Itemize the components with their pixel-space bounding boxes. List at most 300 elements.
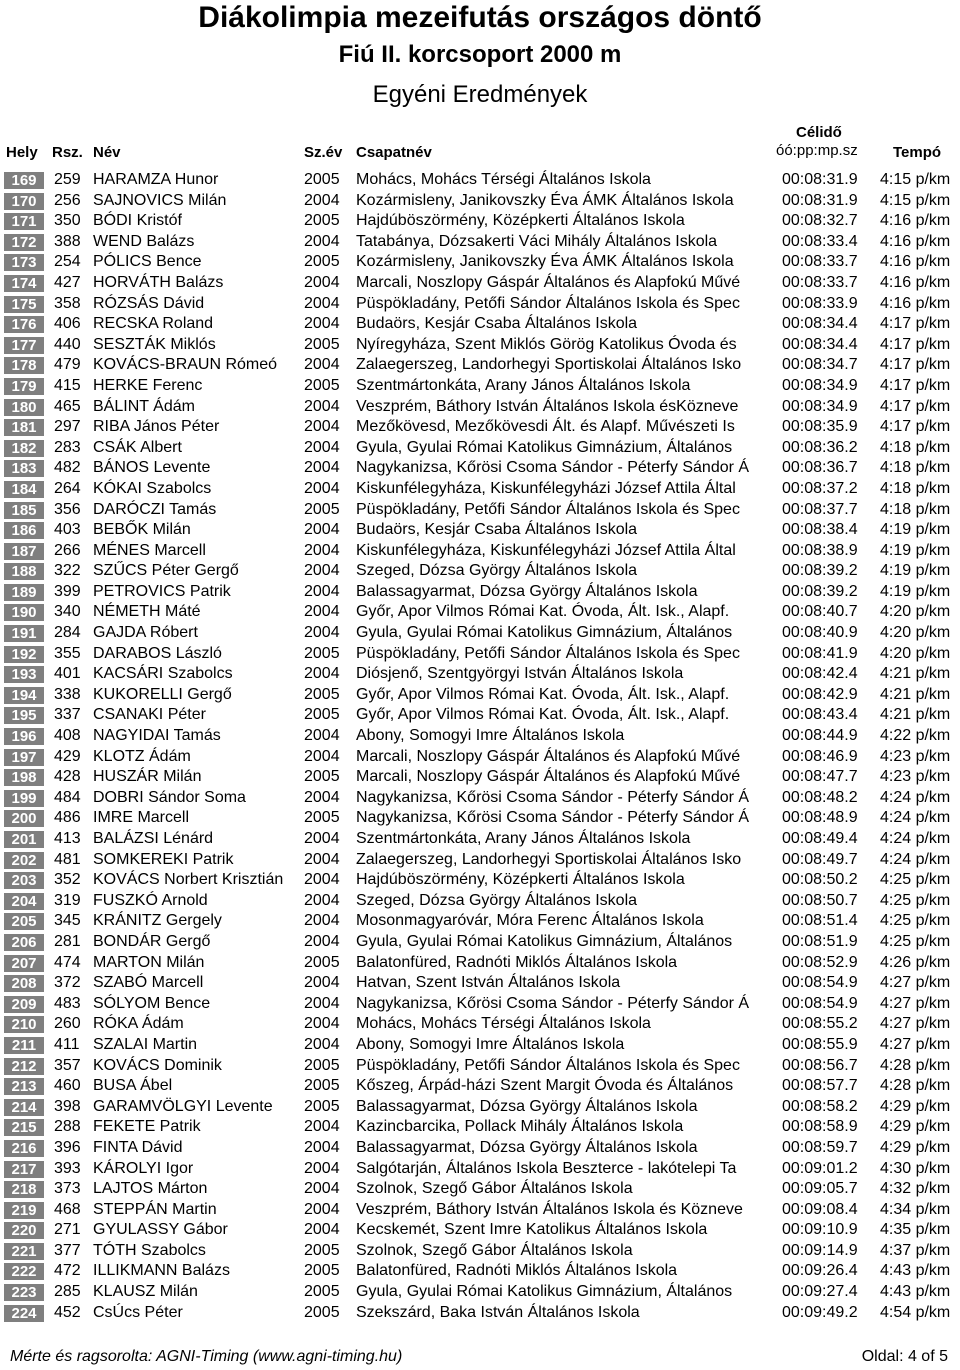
bib-number: 340 (54, 603, 81, 621)
table-row (0, 1035, 960, 1056)
birth-year: 2004 (304, 912, 340, 930)
bib-number: 396 (54, 1138, 81, 1156)
finish-time: 00:08:38.9 (782, 541, 858, 559)
pace: 4:19 p/km (880, 541, 951, 559)
table-row (0, 191, 960, 212)
athlete-name: LAJTOS Márton (93, 1180, 208, 1198)
finish-time: 00:08:55.2 (782, 1015, 858, 1033)
page-footer (0, 1348, 960, 1370)
table-row (0, 705, 960, 726)
place-badge: 203 (4, 872, 44, 889)
pace: 4:19 p/km (880, 582, 951, 600)
athlete-name: SZŰCS Péter Gergő (93, 562, 239, 580)
place-badge: 175 (4, 296, 44, 313)
bib-number: 345 (54, 912, 81, 930)
header-nev: Név (93, 144, 121, 161)
team-name: Nyíregyháza, Szent Miklós Görög Katolikus Óvoda és (356, 335, 737, 353)
athlete-name: DOBRI Sándor Soma (93, 788, 246, 806)
team-name: Mohács, Mohács Térségi Általános Iskola (356, 1015, 651, 1033)
team-name: Kiskunfélegyháza, Kiskunfélegyházi József Attila Által (356, 479, 736, 497)
team-name: Szekszárd, Baka István Általános Iskola (356, 1303, 640, 1321)
finish-time: 00:08:34.9 (782, 376, 858, 394)
team-name: Püspökladány, Petőfi Sándor Általános Iskola és Spec (356, 294, 740, 312)
athlete-name: HERKE Ferenc (93, 376, 203, 394)
place-badge: 207 (4, 955, 44, 972)
place-badge: 217 (4, 1161, 44, 1178)
athlete-name: SAJNOVICS Milán (93, 191, 227, 209)
table-row (0, 1159, 960, 1180)
place-badge: 215 (4, 1119, 44, 1136)
team-name: Gyula, Gyulai Római Katolikus Gimnázium, Általános (356, 438, 733, 456)
bib-number: 281 (54, 932, 81, 950)
pace: 4:15 p/km (880, 191, 951, 209)
team-name: Gyula, Gyulai Római Katolikus Gimnázium, Általános (356, 1283, 733, 1301)
finish-time: 00:08:39.2 (782, 562, 858, 580)
birth-year: 2004 (304, 830, 340, 847)
team-name: Kiskunfélegyháza, Kiskunfélegyházi József Attila Által (356, 541, 736, 559)
bib-number: 403 (54, 521, 81, 539)
birth-year: 2005 (304, 685, 340, 703)
team-name: Tatabánya, Dózsakerti Váci Mihály Általános Iskola (356, 232, 718, 250)
birth-year: 2005 (304, 1283, 340, 1301)
place-badge: 174 (4, 275, 44, 292)
athlete-name: SOMKEREKI Patrik (93, 850, 234, 868)
place-badge: 194 (4, 687, 44, 704)
pace: 4:25 p/km (880, 871, 951, 889)
place-badge: 213 (4, 1078, 44, 1095)
finish-time: 00:08:54.9 (782, 974, 858, 992)
birth-year: 2005 (304, 644, 340, 662)
team-name: Püspökladány, Petőfi Sándor Általános Iskola és Spec (356, 500, 740, 518)
table-row (0, 417, 960, 438)
finish-time: 00:08:31.9 (782, 171, 858, 188)
athlete-name: SZALAI Martin (93, 1035, 198, 1053)
pace: 4:20 p/km (880, 624, 951, 642)
birth-year: 2004 (304, 521, 340, 539)
birth-year: 2004 (304, 1138, 340, 1156)
table-row (0, 211, 960, 232)
bib-number: 284 (54, 624, 81, 642)
place-badge: 195 (4, 707, 44, 724)
team-name: Szeged, Dózsa György Általános Iskola (356, 891, 638, 909)
bib-number: 350 (54, 212, 81, 230)
birth-year: 2004 (304, 1015, 340, 1033)
team-name: Mezőkövesd, Mezőkövesdi Ált. és Alapf. Művészeti Is (356, 418, 735, 436)
section-title: Egyéni Eredmények (372, 81, 588, 108)
birth-year: 2004 (304, 232, 340, 250)
birth-year: 2005 (304, 253, 340, 271)
bib-number: 319 (54, 891, 81, 909)
athlete-name: KRÁNITZ Gergely (93, 912, 222, 930)
birth-year: 2004 (304, 727, 340, 745)
birth-year: 2004 (304, 1159, 340, 1177)
pace: 4:21 p/km (880, 685, 951, 703)
team-name: Diósjenő, Szentgyörgyi István Általános Iskola (356, 665, 684, 683)
table-row (0, 994, 960, 1015)
table-row (0, 747, 960, 768)
athlete-name: SÓLYOM Bence (93, 994, 211, 1012)
team-name: Nagykanizsa, Kőrösi Csoma Sándor - Péterfy Sándor Á (356, 788, 750, 806)
bib-number: 482 (54, 459, 81, 477)
bib-number: 399 (54, 582, 81, 600)
bib-number: 415 (54, 376, 81, 394)
pace: 4:18 p/km (880, 500, 951, 518)
finish-time: 00:08:46.9 (782, 747, 858, 765)
finish-time: 00:08:31.9 (782, 191, 858, 209)
team-name: Veszprém, Báthory István Általános Iskola és Közneve (356, 1200, 743, 1218)
team-name: Balatonfüred, Radnóti Miklós Általános Iskola (356, 1262, 678, 1280)
table-row (0, 850, 960, 871)
birth-year: 2005 (304, 212, 340, 230)
bib-number: 481 (54, 850, 81, 868)
bib-number: 465 (54, 397, 81, 415)
table-row (0, 767, 960, 788)
birth-year: 2004 (304, 459, 340, 477)
pace: 4:54 p/km (880, 1303, 951, 1321)
bib-number: 297 (54, 418, 81, 436)
pace: 4:28 p/km (880, 1077, 951, 1095)
team-name: Balassagyarmat, Dózsa György Általános Iskola (356, 1097, 698, 1115)
finish-time: 00:08:43.4 (782, 706, 858, 724)
bib-number: 411 (54, 1035, 80, 1053)
place-badge: 202 (4, 852, 44, 869)
table-row (0, 520, 960, 541)
pace: 4:19 p/km (880, 562, 951, 580)
table-row (0, 1097, 960, 1118)
place-badge: 179 (4, 378, 44, 395)
birth-year: 2004 (304, 850, 340, 868)
team-name: Gyula, Gyulai Római Katolikus Gimnázium, Általános (356, 932, 733, 950)
athlete-name: KOVÁCS-BRAUN Rómeó (93, 356, 278, 374)
birth-year: 2005 (304, 953, 340, 971)
bib-number: 377 (54, 1241, 81, 1259)
header-tempo: Tempó (893, 144, 942, 161)
place-badge: 187 (4, 543, 44, 560)
bib-number: 428 (54, 768, 81, 786)
finish-time: 00:09:10.9 (782, 1221, 858, 1239)
finish-time: 00:08:49.4 (782, 830, 858, 847)
pace: 4:25 p/km (880, 912, 951, 930)
birth-year: 2004 (304, 1118, 340, 1136)
finish-time: 00:08:40.7 (782, 603, 858, 621)
athlete-name: FINTA Dávid (93, 1138, 183, 1156)
table-row (0, 1117, 960, 1138)
birth-year: 2004 (304, 191, 340, 209)
team-name: Püspökladány, Petőfi Sándor Általános Iskola és Spec (356, 1056, 740, 1074)
finish-time: 00:09:14.9 (782, 1241, 858, 1259)
finish-time: 00:08:56.7 (782, 1056, 858, 1074)
bib-number: 322 (54, 562, 81, 580)
table-row (0, 1056, 960, 1077)
pace: 4:17 p/km (880, 315, 951, 333)
finish-time: 00:08:48.9 (782, 809, 858, 827)
table-row (0, 1200, 960, 1221)
athlete-name: BONDÁR Gergő (93, 932, 211, 950)
bib-number: 429 (54, 747, 81, 765)
birth-year: 2004 (304, 294, 340, 312)
bib-number: 271 (54, 1221, 81, 1239)
finish-time: 00:08:36.2 (782, 438, 858, 456)
team-name: Nagykanizsa, Kőrösi Csoma Sándor - Péterfy Sándor Á (356, 809, 750, 827)
athlete-name: BÁNOS Levente (93, 459, 211, 477)
birth-year: 2005 (304, 1056, 340, 1074)
bib-number: 352 (54, 871, 81, 889)
team-name: Zalaegerszeg, Landorhegyi Sportiskolai Általános Isko (356, 850, 742, 868)
birth-year: 2005 (304, 1077, 340, 1095)
finish-time: 00:08:55.9 (782, 1035, 858, 1053)
birth-year: 2005 (304, 1241, 340, 1259)
pace: 4:35 p/km (880, 1221, 951, 1239)
bib-number: 264 (54, 479, 81, 497)
pace: 4:18 p/km (880, 438, 951, 456)
birth-year: 2004 (304, 418, 340, 436)
birth-year: 2004 (304, 603, 340, 621)
birth-year: 2004 (304, 479, 340, 497)
athlete-name: WEND Balázs (93, 232, 195, 250)
bib-number: 440 (54, 335, 81, 353)
bib-number: 283 (54, 438, 81, 456)
athlete-name: HORVÁTH Balázs (93, 273, 224, 291)
birth-year: 2004 (304, 994, 340, 1012)
table-row (0, 541, 960, 562)
athlete-name: KÓKAI Szabolcs (93, 479, 212, 497)
team-name: Szentmártonkáta, Arany János Általános Iskola (356, 830, 691, 847)
pace: 4:19 p/km (880, 521, 951, 539)
team-name: Szolnok, Szegő Gábor Általános Iskola (356, 1180, 633, 1198)
table-row (0, 953, 960, 974)
birth-year: 2005 (304, 706, 340, 724)
place-badge: 171 (4, 213, 44, 230)
birth-year: 2004 (304, 891, 340, 909)
finish-time: 00:08:51.4 (782, 912, 858, 930)
place-badge: 219 (4, 1202, 44, 1219)
team-name: Győr, Apor Vilmos Római Kat. Óvoda, Ált. Isk., Alapf. (356, 706, 730, 724)
team-name: Kozármisleny, Janikovszky Éva ÁMK Általános Iskola (356, 191, 734, 209)
pace: 4:28 p/km (880, 1056, 951, 1074)
table-row (0, 561, 960, 582)
table-row (0, 932, 960, 953)
finish-time: 00:08:52.9 (782, 953, 858, 971)
birth-year: 2005 (304, 1303, 340, 1321)
table-row (0, 438, 960, 459)
team-name: Abony, Somogyi Imre Általános Iskola (356, 1035, 625, 1053)
pace: 4:29 p/km (880, 1118, 951, 1136)
athlete-name: STEPPÁN Martin (93, 1200, 217, 1218)
team-name: Kozármisleny, Janikovszky Éva ÁMK Általános Iskola (356, 253, 734, 271)
table-row (0, 1076, 960, 1097)
team-name: Marcali, Noszlopy Gáspár Általános és Alapfokú Művé (356, 747, 741, 765)
pace: 4:29 p/km (880, 1097, 951, 1115)
birth-year: 2004 (304, 788, 340, 806)
pace: 4:20 p/km (880, 603, 951, 621)
birth-year: 2005 (304, 171, 340, 188)
bib-number: 472 (54, 1262, 81, 1280)
place-badge: 222 (4, 1263, 44, 1280)
place-badge: 201 (4, 831, 44, 848)
pace: 4:23 p/km (880, 747, 951, 765)
team-name: Veszprém, Báthory István Általános Iskola ésKözneve (356, 397, 739, 415)
finish-time: 00:09:27.4 (782, 1283, 858, 1301)
team-name: Balassagyarmat, Dózsa György Általános Iskola (356, 1138, 698, 1156)
finish-time: 00:08:58.2 (782, 1097, 858, 1115)
birth-year: 2004 (304, 562, 340, 580)
table-row (0, 500, 960, 521)
bib-number: 479 (54, 356, 81, 374)
birth-year: 2004 (304, 1180, 340, 1198)
table-row (0, 252, 960, 273)
place-badge: 218 (4, 1181, 44, 1198)
table-row (0, 170, 960, 191)
athlete-name: GYULASSY Gábor (93, 1221, 228, 1239)
place-badge: 196 (4, 728, 44, 745)
place-badge: 192 (4, 646, 44, 663)
place-badge: 183 (4, 460, 44, 477)
team-name: Kecskemét, Szent Imre Katolikus Általános Iskola (356, 1221, 708, 1239)
pace: 4:24 p/km (880, 830, 951, 847)
place-badge: 176 (4, 316, 44, 333)
athlete-name: NÉMETH Máté (93, 603, 201, 621)
finish-time: 00:08:42.4 (782, 665, 858, 683)
pace: 4:34 p/km (880, 1200, 951, 1218)
athlete-name: GAJDA Róbert (93, 624, 198, 642)
header-celido-format: óó:pp:mp.sz (776, 142, 858, 159)
birth-year: 2005 (304, 768, 340, 786)
athlete-name: DARABOS László (93, 644, 222, 662)
footer-credit: Mérte és ragsorolta: AGNI-Timing (www.agni-timing.hu) (10, 1348, 403, 1365)
bib-number: 406 (54, 315, 81, 333)
place-badge: 205 (4, 913, 44, 930)
team-name: Marcali, Noszlopy Gáspár Általános és Alapfokú Művé (356, 768, 741, 786)
birth-year: 2004 (304, 624, 340, 642)
table-row (0, 726, 960, 747)
pace: 4:30 p/km (880, 1159, 951, 1177)
finish-time: 00:08:51.9 (782, 932, 858, 950)
athlete-name: IMRE Marcell (93, 809, 190, 827)
athlete-name: BEBŐK Milán (93, 521, 191, 539)
athlete-name: ILLIKMANN Balázs (93, 1262, 230, 1280)
athlete-name: SESZTÁK Miklós (93, 335, 216, 353)
place-badge: 188 (4, 563, 44, 580)
birth-year: 2005 (304, 809, 340, 827)
place-badge: 204 (4, 893, 44, 910)
team-name: Szentmártonkáta, Arany János Általános Iskola (356, 376, 691, 394)
team-name: Hatvan, Szent István Általános Iskola (356, 974, 621, 992)
team-name: Salgótarján, Általános Iskola Beszterce - lakótelepi Ta (356, 1159, 737, 1177)
pace: 4:32 p/km (880, 1180, 951, 1198)
birth-year: 2004 (304, 747, 340, 765)
finish-time: 00:08:41.9 (782, 644, 858, 662)
finish-time: 00:08:34.4 (782, 335, 858, 353)
place-badge: 224 (4, 1305, 44, 1322)
place-badge: 220 (4, 1222, 44, 1239)
bib-number: 285 (54, 1283, 81, 1301)
athlete-name: KLOTZ Ádám (93, 747, 191, 765)
birth-year: 2005 (304, 376, 340, 394)
pace: 4:24 p/km (880, 788, 951, 806)
place-badge: 223 (4, 1284, 44, 1301)
place-badge: 208 (4, 975, 44, 992)
pace: 4:17 p/km (880, 397, 951, 415)
pace: 4:27 p/km (880, 1035, 951, 1053)
header-csapat: Csapatnév (356, 144, 432, 161)
place-badge: 169 (4, 172, 44, 189)
place-badge: 198 (4, 769, 44, 786)
place-badge: 191 (4, 625, 44, 642)
pace: 4:27 p/km (880, 1015, 951, 1033)
bib-number: 357 (54, 1056, 81, 1074)
team-name: Hajdúböszörmény, Középkerti Általános Iskola (356, 871, 685, 889)
table-row (0, 582, 960, 603)
athlete-name: KÁROLYI Igor (93, 1159, 194, 1177)
athlete-name: SZABÓ Marcell (93, 974, 204, 992)
finish-time: 00:08:59.7 (782, 1138, 858, 1156)
pace: 4:22 p/km (880, 727, 951, 745)
header-rsz: Rsz. (52, 144, 83, 161)
table-row (0, 623, 960, 644)
results-table (0, 170, 960, 1323)
athlete-name: TÓTH Szabolcs (93, 1241, 206, 1259)
bib-number: 266 (54, 541, 81, 559)
finish-time: 00:08:54.9 (782, 994, 858, 1012)
table-row (0, 911, 960, 932)
table-row (0, 870, 960, 891)
bib-number: 358 (54, 294, 81, 312)
team-name: Marcali, Noszlopy Gáspár Általános és Alapfokú Művé (356, 273, 741, 291)
athlete-name: KUKORELLI Gergő (93, 685, 232, 703)
table-row (0, 973, 960, 994)
bib-number: 460 (54, 1077, 81, 1095)
bib-number: 408 (54, 727, 81, 745)
athlete-name: KLAUSZ Milán (93, 1283, 198, 1301)
birth-year: 2004 (304, 665, 340, 683)
table-row (0, 788, 960, 809)
table-row (0, 664, 960, 685)
table-row (0, 829, 960, 850)
pace: 4:43 p/km (880, 1283, 951, 1301)
athlete-name: FEKETE Patrik (93, 1118, 201, 1136)
header-szev: Sz.év (304, 144, 343, 161)
table-row (0, 479, 960, 500)
table-row (0, 1241, 960, 1262)
finish-time: 00:08:50.2 (782, 871, 858, 889)
bib-number: 486 (54, 809, 81, 827)
finish-time: 00:08:34.9 (782, 397, 858, 415)
finish-time: 00:08:48.2 (782, 788, 858, 806)
place-badge: 184 (4, 481, 44, 498)
bib-number: 483 (54, 994, 81, 1012)
bib-number: 288 (54, 1118, 81, 1136)
place-badge: 190 (4, 604, 44, 621)
finish-time: 00:08:37.7 (782, 500, 858, 518)
table-row (0, 1138, 960, 1159)
finish-time: 00:08:33.7 (782, 273, 858, 291)
pace: 4:15 p/km (880, 171, 951, 188)
pace: 4:16 p/km (880, 273, 951, 291)
birth-year: 2005 (304, 500, 340, 518)
table-row (0, 808, 960, 829)
bib-number: 260 (54, 1015, 81, 1033)
athlete-name: PETROVICS Patrik (93, 582, 231, 600)
finish-time: 00:08:34.7 (782, 356, 858, 374)
place-badge: 216 (4, 1140, 44, 1157)
table-row (0, 376, 960, 397)
finish-time: 00:08:49.7 (782, 850, 858, 868)
table-row (0, 1261, 960, 1282)
table-row (0, 355, 960, 376)
table-row (0, 1303, 960, 1324)
table-row (0, 602, 960, 623)
athlete-name: NAGYIDAI Tamás (93, 727, 221, 745)
